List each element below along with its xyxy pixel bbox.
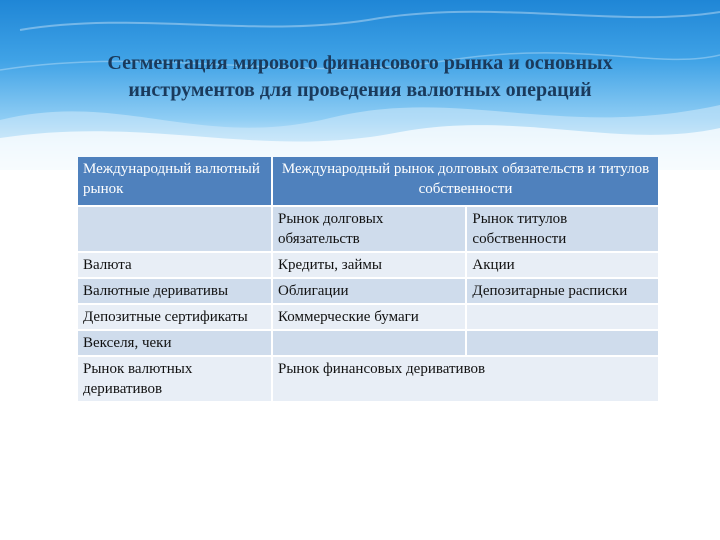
subheader-equity-market: Рынок титулов собственности [467,207,658,251]
table-cell: Акции [467,253,658,277]
table-cell: Депозитарные расписки [467,279,658,303]
slide-title-line-2: инструментов для проведения валютных операций [128,79,592,101]
header-debt-and-equity-market: Международный рынок долговых обязательств и титулов собственности [273,157,658,205]
table-header-row [78,157,658,205]
table-cell: Векселя, чеки [78,331,271,355]
header-currency-market: Международный валютный рынок [78,157,271,205]
table-cell: Валютные деривативы [78,279,271,303]
table-cell: Рынок валютных деривативов [78,357,271,401]
table-row [78,279,658,303]
table-cell [467,305,658,329]
table-subheader-row [78,207,658,251]
table-row [78,253,658,277]
table-cell: Коммерческие бумаги [273,305,465,329]
table-row [78,305,658,329]
table-cell: Валюта [78,253,271,277]
slide-title-line-1: Сегментация мирового финансового рынка и основных [107,52,613,74]
table-row [78,331,658,355]
table-cell [273,331,465,355]
table-cell: Депозитные сертификаты [78,305,271,329]
table-cell: Облигации [273,279,465,303]
table-row [78,357,658,401]
subheader-debt-market: Рынок долговых обязательств [273,207,465,251]
slide-title [30,50,690,104]
segmentation-table [76,155,660,403]
table-cell: Кредиты, займы [273,253,465,277]
table-cell-empty [78,207,271,251]
table-cell-financial-derivatives: Рынок финансовых деривативов [273,357,658,401]
table-cell [467,331,658,355]
